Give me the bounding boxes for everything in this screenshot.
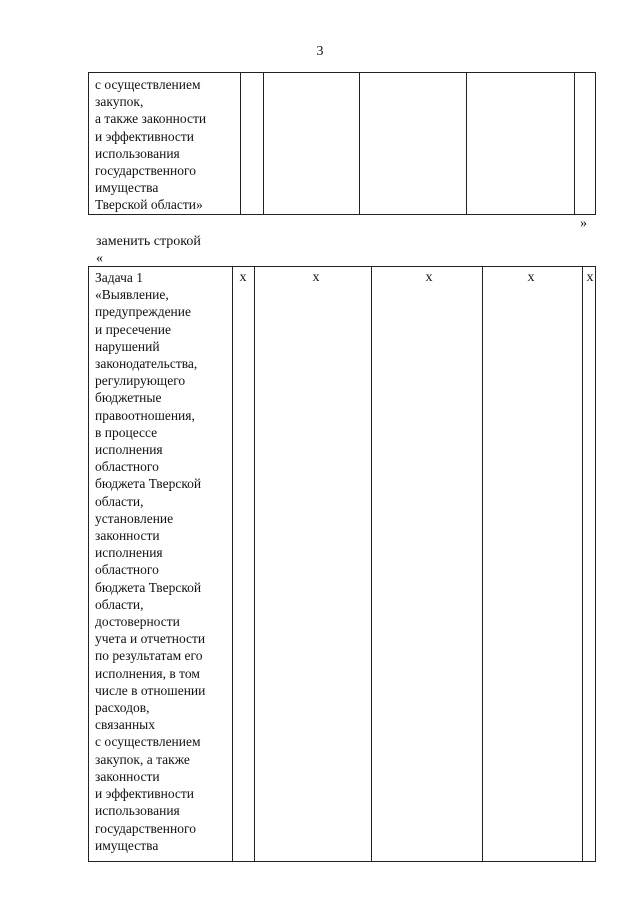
column-divider (371, 267, 372, 861)
task-description-cell: Задача 1 «Выявление, предупреждение и пресечение нарушений законодательства, регулирующего бюджетные правоотношения, в процессе исполнения областного бюджета Тверской области, установление законности исполнения областного бюджета Тверской области, достоверности учета и отчетности по результатам его исполнения, в том числе в отношении расходов, связанных с осуществлением закупок, а также законности и эффективности использования государственного имущества (95, 270, 206, 853)
x-mark: x (312, 270, 320, 285)
column-divider (254, 267, 255, 861)
column-divider (582, 267, 583, 861)
replace-instruction: заменить строкой « (96, 234, 201, 266)
column-divider (482, 267, 483, 861)
top-table-first-cell: с осуществлением закупок, а также законности и эффективности использования государственного имущества Тверской области» (95, 77, 207, 213)
top-table-fragment (88, 72, 596, 215)
x-mark: x (239, 270, 247, 285)
page-number: 3 (316, 44, 324, 59)
x-mark: x (527, 270, 535, 285)
column-divider (232, 267, 233, 861)
column-divider (263, 73, 264, 214)
x-mark: x (586, 270, 594, 285)
x-mark: x (425, 270, 433, 285)
closing-quote: » (580, 216, 587, 231)
column-divider (574, 73, 575, 214)
column-divider (359, 73, 360, 214)
bottom-table-row (88, 266, 596, 862)
column-divider (240, 73, 241, 214)
column-divider (466, 73, 467, 214)
